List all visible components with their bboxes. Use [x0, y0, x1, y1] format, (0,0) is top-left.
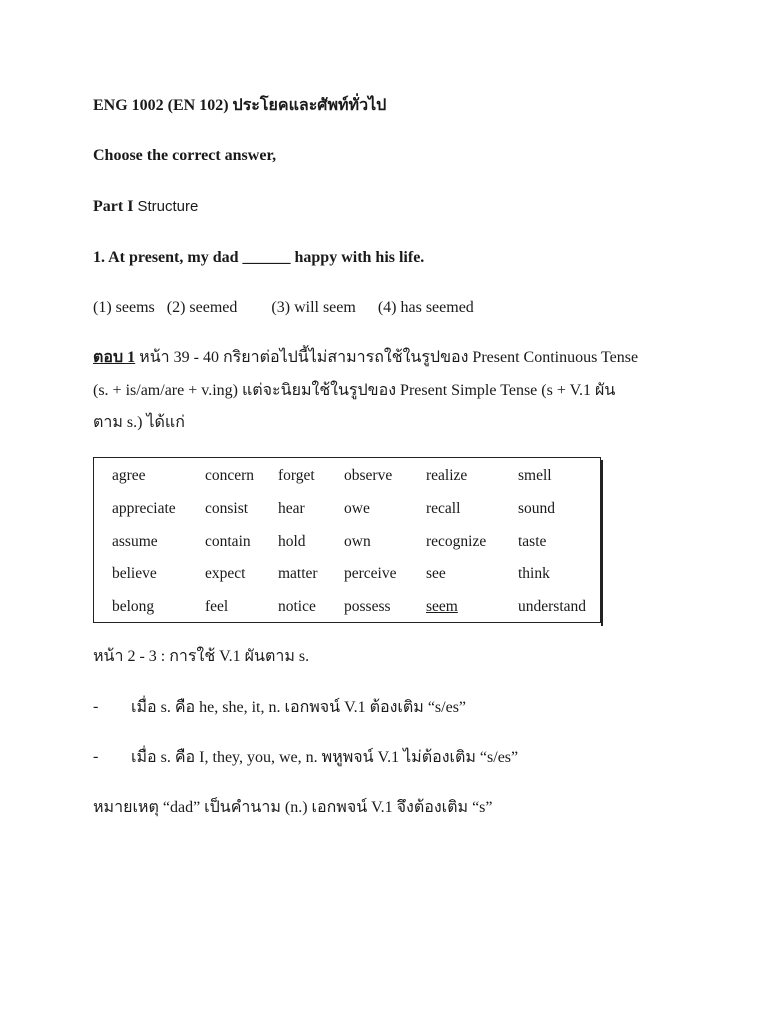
table-cell: concern [205, 467, 255, 484]
table-cell: observe [344, 467, 393, 484]
table-cell: smell [518, 467, 552, 484]
table-cell: agree [112, 467, 146, 484]
table-cell: appreciate [112, 500, 176, 517]
bullet-text: เมื่อ s. คือ I, they, you, we, n. พหูพจน์ V.1 ไม่ต้องเติม “s/es” [131, 749, 519, 766]
option-4: (4) has seemed [377, 299, 474, 316]
part-heading [93, 197, 198, 217]
question-options [93, 298, 474, 318]
table-cell: belong [112, 598, 155, 615]
table-cell: contain [205, 533, 251, 550]
table-cell: think [518, 565, 550, 582]
answer-line-2: (s. + is/am/are + v.ing) แต่จะนิยมใช้ในรูปของ Present Simple Tense (s + V.1 ผัน [93, 382, 616, 399]
question-text: 1. At present, my dad ______ happy with his life. [93, 249, 425, 266]
answer-line-1 [93, 348, 638, 368]
table-cell: own [344, 533, 371, 550]
remark-note: หมายเหตุ “dad” เป็นคำนาม (n.) เอกพจน์ V.1 จึงต้องเติม “s” [93, 799, 493, 816]
option-3: (3) will seem [271, 299, 356, 316]
answer-line-3: ตาม s.) ได้แก่ [93, 414, 185, 431]
bullet-dash: - [93, 698, 99, 715]
table-cell: feel [205, 598, 229, 615]
table-cell: hold [278, 533, 306, 550]
vocab-table [93, 457, 601, 623]
table-cell: forget [278, 467, 315, 484]
bullet-dash: - [93, 748, 99, 765]
table-cell: possess [344, 598, 391, 615]
document-title: ENG 1002 (EN 102) ประโยคและศัพท์ทั่วไป [93, 97, 387, 114]
table-cell: see [426, 565, 446, 582]
table-cell: owe [344, 500, 370, 517]
bullet-text: เมื่อ s. คือ he, she, it, n. เอกพจน์ V.1 ต้องเติม “s/es” [131, 699, 467, 716]
option-2: (2) seemed [166, 299, 238, 316]
table-cell: taste [518, 533, 547, 550]
page-reference: หน้า 2 - 3 : การใช้ V.1 ผันตาม s. [93, 648, 310, 665]
table-cell: perceive [344, 565, 397, 582]
part-label: Part I [93, 198, 134, 215]
table-cell: assume [112, 533, 158, 550]
table-cell: understand [518, 598, 587, 615]
part-name: Structure [137, 198, 199, 215]
table-cell-highlighted: seem [426, 598, 458, 615]
table-cell: realize [426, 467, 468, 484]
table-cell: expect [205, 565, 246, 582]
option-1: (1) seems [93, 299, 155, 316]
table-cell: hear [278, 500, 305, 517]
table-cell: sound [518, 500, 556, 517]
answer-label: ตอบ 1 [93, 349, 136, 366]
table-cell: notice [278, 598, 316, 615]
answer-explanation-1: หน้า 39 - 40 กริยาต่อไปนี้ไม่สามารถใช้ในรูปของ Present Continuous Tense [135, 349, 639, 366]
table-cell: consist [205, 500, 249, 517]
instruction-text: Choose the correct answer, [93, 147, 277, 164]
table-cell: matter [278, 565, 318, 582]
table-cell: believe [112, 565, 157, 582]
table-cell: recognize [426, 533, 487, 550]
table-cell: recall [426, 500, 461, 517]
